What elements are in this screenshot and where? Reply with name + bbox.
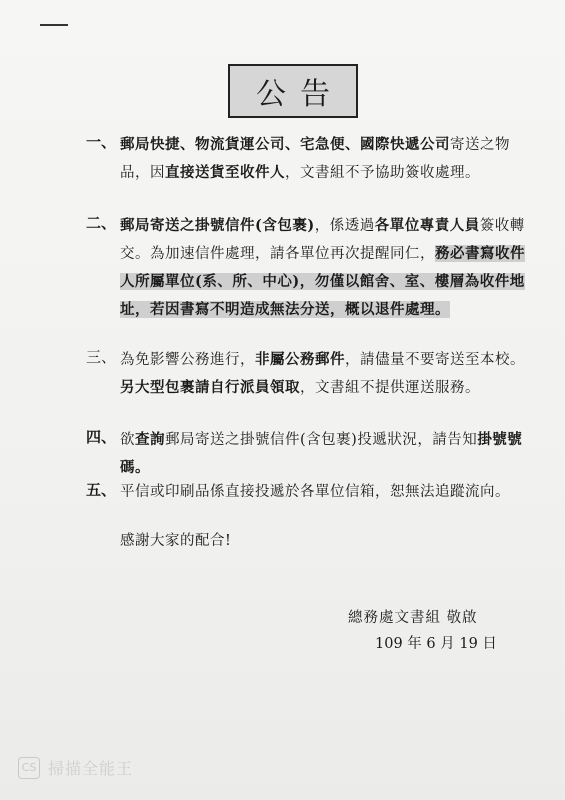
- item-number: 二、: [86, 214, 117, 232]
- item-number: 三、: [86, 348, 117, 366]
- corner-mark: [40, 24, 68, 26]
- bold-text: 查詢: [135, 431, 165, 448]
- bold-text: 直接送貨至收件人: [165, 164, 285, 181]
- bold-text: 郵局快捷、物流貨運公司、宅急便、國際快遞公司: [120, 136, 450, 153]
- notice-title: 公告: [228, 64, 358, 118]
- body-text: ，係透過: [314, 218, 375, 234]
- body-text: 為免影響公務進行，: [120, 352, 255, 368]
- body-text: 郵局寄送之掛號信件(含包裹)投遞狀況，請告知: [165, 432, 478, 448]
- notice-date: 109 年 6 月 19 日: [375, 636, 497, 652]
- item-number: 一、: [86, 133, 117, 151]
- body-text: ，請儘量不要寄送至本校。: [345, 352, 525, 368]
- item-number: 四、: [86, 428, 117, 446]
- bold-text: 另大型包裹請自行派員領取: [120, 379, 300, 396]
- bold-text: 郵局寄送之掛號信件(含包裹): [120, 217, 315, 234]
- bold-text: 非屬公務郵件: [255, 351, 345, 368]
- item-text: [120, 426, 525, 482]
- body-text: 寄送之物品，因: [120, 137, 510, 181]
- item-text: [120, 131, 525, 187]
- camscanner-logo-icon: CS: [18, 757, 40, 779]
- body-text: 簽收轉交。為加速信件處理，請各單位再次提醒同仁，: [120, 218, 525, 262]
- body-text: ，文書組不提供運送服務。: [300, 380, 480, 396]
- bold-text: 掛號號碼。: [120, 431, 523, 476]
- bold-text: 各單位專責人員: [374, 217, 480, 234]
- body-text: ，文書組不予協助簽收處理。: [285, 165, 480, 181]
- item-number: 五、: [86, 481, 117, 499]
- item-text: [120, 346, 525, 402]
- item-text: [120, 212, 525, 324]
- scanner-watermark: [18, 756, 133, 779]
- item-text: [120, 479, 525, 506]
- highlighted-text: 務必書寫收件人所屬單位(系、所、中心)，勿僅以館舍、室、樓層為收件地址，若因書寫不明造成無法分送，概以退件處理。: [120, 245, 525, 318]
- signature: 總務處文書組 敬啟: [348, 610, 478, 626]
- thanks-line: 感謝大家的配合!: [120, 533, 232, 549]
- watermark-text: 掃描全能王: [48, 759, 134, 778]
- body-text: 平信或印刷品係直接投遞於各單位信箱，恕無法追蹤流向。: [120, 484, 510, 500]
- body-text: 欲: [120, 432, 135, 448]
